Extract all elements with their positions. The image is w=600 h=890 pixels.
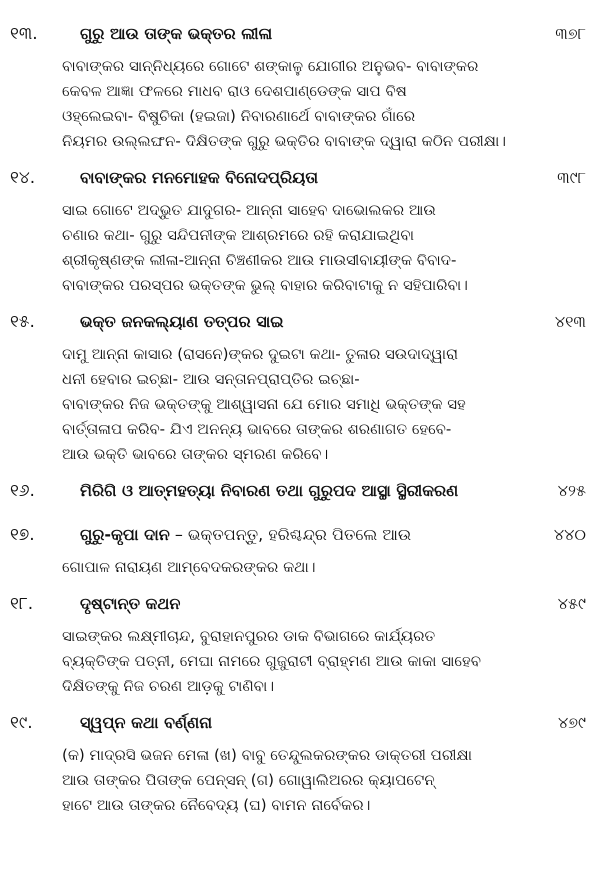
- toc-entry-18: [0, 594, 600, 699]
- chapter-summary: [62, 624, 560, 699]
- entry-heading: [0, 168, 600, 198]
- toc-entry-13: [0, 24, 600, 154]
- summary-line: ଆଉ ତାଙ୍କର ପିତାଙ୍କ ପେନ୍ସନ୍ (ଗ) ଗୋୱାଲିଅରର କ୍ୟାପଟେନ୍: [62, 771, 435, 789]
- chapter-number: ୧୬.: [10, 481, 35, 501]
- summary-line: ଗୋପାଳ ନାରାୟଣ ଆମ୍ବେଦକରଙ୍କର କଥା।: [62, 558, 316, 576]
- chapter-number: ୧୩.: [10, 24, 38, 44]
- chapter-title: ଭକ୍ତ ଜନକଲ୍ୟାଣ ତତ୍ପର ସାଇ: [80, 312, 284, 331]
- chapter-title: [80, 525, 516, 545]
- toc-entry-17: [0, 525, 600, 580]
- chapter-summary: [62, 54, 560, 154]
- page-number: ୪୪୦: [553, 525, 586, 544]
- entry-heading: [0, 594, 600, 624]
- summary-line: ବାର୍ତ୍ତାଳାପ କରିବ- ଯିଏ ଅନନ୍ୟ ଭାବରେ ତାଙ୍କର ଶରଣାଗତ ହେବେ-: [62, 420, 452, 438]
- summary-line: ଦିକ୍ଷିତଙ୍କୁ ନିଜ ଚରଣ ଆଡ଼କୁ ଟାଣିବା।: [62, 677, 275, 695]
- entry-heading: [0, 312, 600, 342]
- chapter-number: ୧୪.: [10, 168, 36, 188]
- toc-entry-14: [0, 168, 600, 298]
- summary-line: କେବଳ ଆଜ୍ଞା ଫଳରେ ମାଧବ ରାଓ ଦେଶପାଣ୍ଡେଙ୍କ ସାପ ବିଷ: [62, 82, 407, 100]
- summary-line: ସାଇଙ୍କର ଲକ୍ଷ୍ମୀଚାନ୍ଦ, ବୁରାହାନପୁରର ଡାକ ବିଭାଗରେ କାର୍ଯ୍ୟରତ: [62, 627, 436, 645]
- toc-entry-19: [0, 713, 600, 818]
- summary-line: ଦାମୁ ଆନ୍ନା କାସାର (ରାସନେ)ଙ୍କର ଦୁଇଟା କଥା- ତୁଳାର ସଉଦାଦ୍ୱାରା: [62, 345, 459, 363]
- page-number: ୩୯୮: [557, 168, 586, 187]
- chapter-title-bold: ଗୁରୁ-କୃପା ଦାନ: [80, 525, 170, 544]
- summary-line: (କ) ମାଦ୍ରସି ଭଜନ ମେଳା (ଖ) ବାବୁ ତେନ୍ଦୁଲକରଙ୍କର ଡାକ୍ତରୀ ପରୀକ୍ଷା: [62, 746, 473, 764]
- summary-line: ଓହ୍ଲେଇବା- ବିଷୁଚିକା (ହଇଜା) ନିବାରଣାର୍ଥେ ବାବାଙ୍କର ଗାଁରେ: [62, 107, 416, 125]
- summary-line: ବ୍ୟକ୍ତିଙ୍କ ପତ୍ନୀ, ମେଘା ନାମରେ ଗୁଜୁରାଟୀ ବ୍ରାହ୍ମଣ ଆଉ କାକା ସାହେବ: [62, 652, 481, 670]
- toc-entry-15: [0, 312, 600, 467]
- chapter-title-continuation: – ଭକ୍ତପନ୍ତୁ, ହରିଶ୍ଚନ୍ଦ୍ର ପିତଲେ ଆଉ: [169, 525, 412, 544]
- chapter-title: ସ୍ୱପ୍ନ କଥା ବର୍ଣ୍ଣନା: [80, 713, 213, 732]
- chapter-number: ୧୭.: [10, 525, 35, 545]
- summary-line: ଆଉ ଭକ୍ତି ଭାବରେ ତାଙ୍କର ସ୍ମରଣ କରିବେ।: [62, 445, 329, 463]
- chapter-summary: [62, 743, 560, 818]
- summary-line: ଚଣାର କଥା- ଗୁରୁ ସନ୍ଦିପନୀଙ୍କ ଆଶ୍ରମରେ ରହି କରାଯାଇଥିବା: [62, 226, 415, 244]
- chapter-title: ବାବାଙ୍କର ମନମୋହକ ବିନୋଦପ୍ରିୟତା: [80, 168, 319, 187]
- chapter-title: ଦୃଷ୍ଟାନ୍ତ କଥନ: [80, 594, 181, 613]
- summary-line: ଶ୍ରୀକୃଷ୍ଣଙ୍କ ଲୀଳା-ଆନ୍ନା ଚିଞ୍ଚଣୀକର ଆଉ ମାଉସୀବାୟୀଙ୍କ ବିବାଦ-: [62, 251, 457, 269]
- chapter-number: ୧୮.: [10, 594, 34, 614]
- summary-line: ଧନୀ ହେବାର ଇଚ୍ଛା- ଆଉ ସନ୍ତାନପ୍ରାପ୍ତିର ଇଚ୍ଛା-: [62, 370, 360, 388]
- page-number: ୪୫୯: [557, 594, 586, 613]
- chapter-summary: [62, 342, 560, 467]
- chapter-summary: [62, 198, 560, 298]
- chapter-summary: [62, 555, 560, 580]
- entry-heading: [0, 525, 600, 555]
- page-number: ୪୨୫: [557, 481, 586, 500]
- page-number: ୪୧୩: [554, 312, 586, 331]
- summary-line: ହାଟେ ଆଉ ତାଙ୍କର ନୈବେଦ୍ୟ (ଘ) ବାମନ ନାର୍ବେକର।: [62, 796, 371, 814]
- summary-line: ନିୟମର ଉଲ୍ଲଙ୍ଘନ- ଦିକ୍ଷିତଙ୍କ ଗୁରୁ ଭକ୍ତିର ବାବାଙ୍କ ଦ୍ୱାରା କଠିନ ପରୀକ୍ଷା।: [62, 132, 507, 150]
- page-number: ୩୭୮: [555, 24, 586, 43]
- chapter-number: ୧୯.: [10, 713, 33, 733]
- chapter-title: ଗୁରୁ ଆଉ ତାଙ୍କ ଭକ୍ତର ଲୀଳା: [80, 24, 273, 43]
- toc-entry-16: [0, 481, 600, 511]
- summary-line: ସାଇ ଗୋଟେ ଅଦ୍ଭୁତ ଯାଦୁଗର- ଆନ୍ନା ସାହେବ ଦାଭୋଲକର ଆଉ: [62, 201, 436, 219]
- chapter-number: ୧୫.: [10, 312, 35, 332]
- chapter-title: ମିରିଗି ଓ ଆତ୍ମହତ୍ୟା ନିବାରଣ ତଥା ଗୁରୁପଦ ଆସ୍ଥା ସ୍ଥିରୀକରଣ: [80, 481, 459, 500]
- entry-heading: [0, 24, 600, 54]
- entry-heading: [0, 713, 600, 743]
- page-number: ୪୭୯: [557, 713, 586, 732]
- summary-line: ବାବାଙ୍କର ପରସ୍ପର ଭକ୍ତଙ୍କ ଭୁଲ୍ ବାହାର କରିବାଟାକୁ ନ ସହିପାରିବା।: [62, 276, 468, 294]
- summary-line: ବାବାଙ୍କର ସାନ୍ନିଧ୍ୟରେ ଗୋଟେ ଶଙ୍କାଳୁ ଯୋଗୀର ଅନୁଭବ- ବାବାଙ୍କର: [62, 57, 479, 75]
- summary-line: ବାବାଙ୍କର ନିଜ ଭକ୍ତଙ୍କୁ ଆଶ୍ୱାସନା ଯେ ମୋର ସମାଧି ଭକ୍ତଙ୍କ ସହ: [62, 395, 466, 413]
- entry-heading: [0, 481, 600, 511]
